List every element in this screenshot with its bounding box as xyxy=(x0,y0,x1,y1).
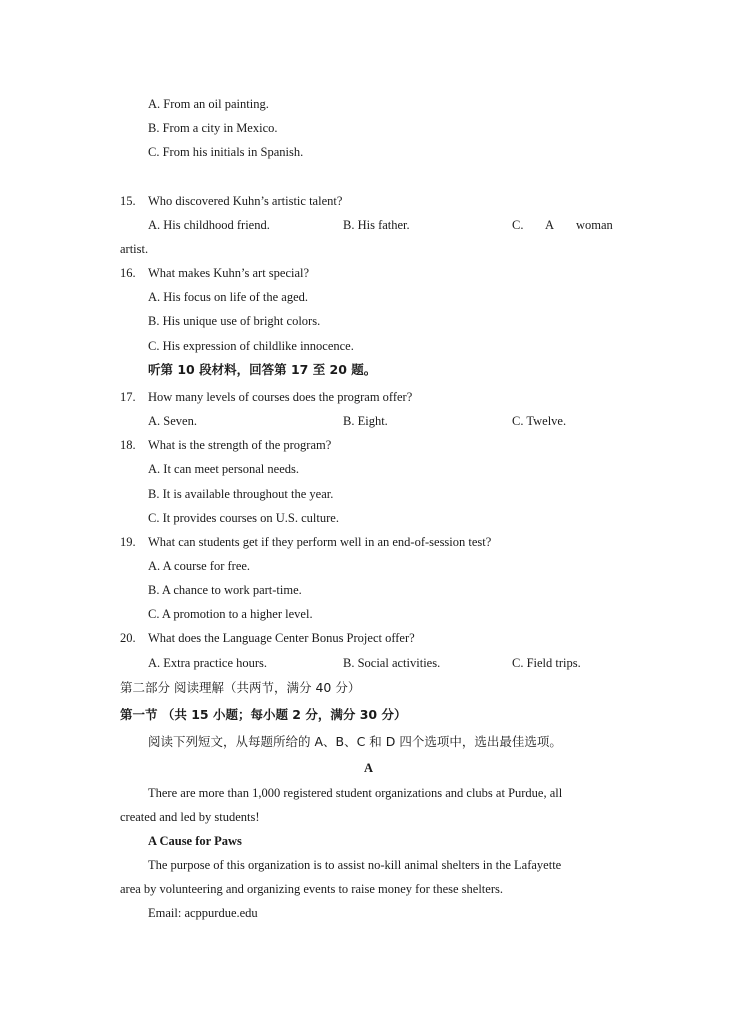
q17-number: 17. xyxy=(120,390,136,404)
q15-option-c-word2: woman xyxy=(576,218,613,232)
q19-option-b: B. A chance to work part-time. xyxy=(148,583,302,597)
part2-heading: 第二部分 阅读理解（共两节，满分 40 分） xyxy=(120,680,361,695)
q18-number: 18. xyxy=(120,438,136,452)
q15-question: Who discovered Kuhn’s artistic talent? xyxy=(148,194,343,208)
q16-question: What makes Kuhn’s art special? xyxy=(148,266,310,280)
q20-option-c: C. Field trips. xyxy=(512,656,581,670)
q14-option-c: C. From his initials in Spanish. xyxy=(148,145,304,159)
q17-option-b: B. Eight. xyxy=(343,414,388,428)
organization-title: A Cause for Paws xyxy=(148,834,242,848)
q16-option-b: B. His unique use of bright colors. xyxy=(148,314,321,328)
reading-instructions: 阅读下列短文，从每题所给的 A、B、C 和 D 四个选项中，选出最佳选项。 xyxy=(148,734,562,749)
q15-option-a: A. His childhood friend. xyxy=(148,218,270,232)
q18-option-b: B. It is available throughout the year. xyxy=(148,487,334,501)
q20-option-a: A. Extra practice hours. xyxy=(148,656,268,670)
q16-option-a: A. His focus on life of the aged. xyxy=(148,290,309,304)
q17-question: How many levels of courses does the program offer? xyxy=(148,390,413,404)
q17-options xyxy=(0,413,737,429)
q18-option-c: C. It provides courses on U.S. culture. xyxy=(148,511,339,525)
listening-section-note: 听第 10 段材料，回答第 17 至 20 题。 xyxy=(148,362,377,377)
q16-option-c: C. His expression of childlike innocence. xyxy=(148,339,354,353)
q19-option-a: A. A course for free. xyxy=(148,559,251,573)
q15-number: 15. xyxy=(120,194,136,208)
q15-option-c-wrap: artist. xyxy=(120,242,149,256)
q16-number: 16. xyxy=(120,266,136,280)
q14-option-a: A. From an oil painting. xyxy=(148,97,269,111)
passage-intro-line-1: There are more than 1,000 registered student organizations and clubs at Purdue, all xyxy=(148,786,563,800)
q15-option-b: B. His father. xyxy=(343,218,410,232)
organization-email: Email: acppurdue.edu xyxy=(148,906,258,920)
q20-option-b: B. Social activities. xyxy=(343,656,441,670)
q19-number: 19. xyxy=(120,535,136,549)
q18-question: What is the strength of the program? xyxy=(148,438,332,452)
q19-option-c: C. A promotion to a higher level. xyxy=(148,607,313,621)
q18-option-a: A. It can meet personal needs. xyxy=(148,462,299,476)
passage-label: A xyxy=(363,761,374,775)
q14-option-b: B. From a city in Mexico. xyxy=(148,121,278,135)
organization-desc-line-2: area by volunteering and organizing events to raise money for these shelters. xyxy=(120,882,503,896)
q17-option-a: A. Seven. xyxy=(148,414,197,428)
organization-desc-line-1: The purpose of this organization is to assist no-kill animal shelters in the Lafayette xyxy=(148,858,562,872)
q15-options xyxy=(0,217,737,233)
q20-number: 20. xyxy=(120,631,136,645)
q15-option-c-word1: A xyxy=(545,218,555,232)
passage-intro-line-2: created and led by students! xyxy=(120,810,260,824)
q17-option-c: C. Twelve. xyxy=(512,414,567,428)
q19-question: What can students get if they perform well in an end-of-session test? xyxy=(148,535,492,549)
section1-heading: 第一节 （共 15 小题；每小题 2 分，满分 30 分） xyxy=(120,707,407,722)
q20-question: What does the Language Center Bonus Project offer? xyxy=(148,631,415,645)
q15-option-c-letter: C. xyxy=(512,218,524,232)
q20-options xyxy=(0,655,737,671)
